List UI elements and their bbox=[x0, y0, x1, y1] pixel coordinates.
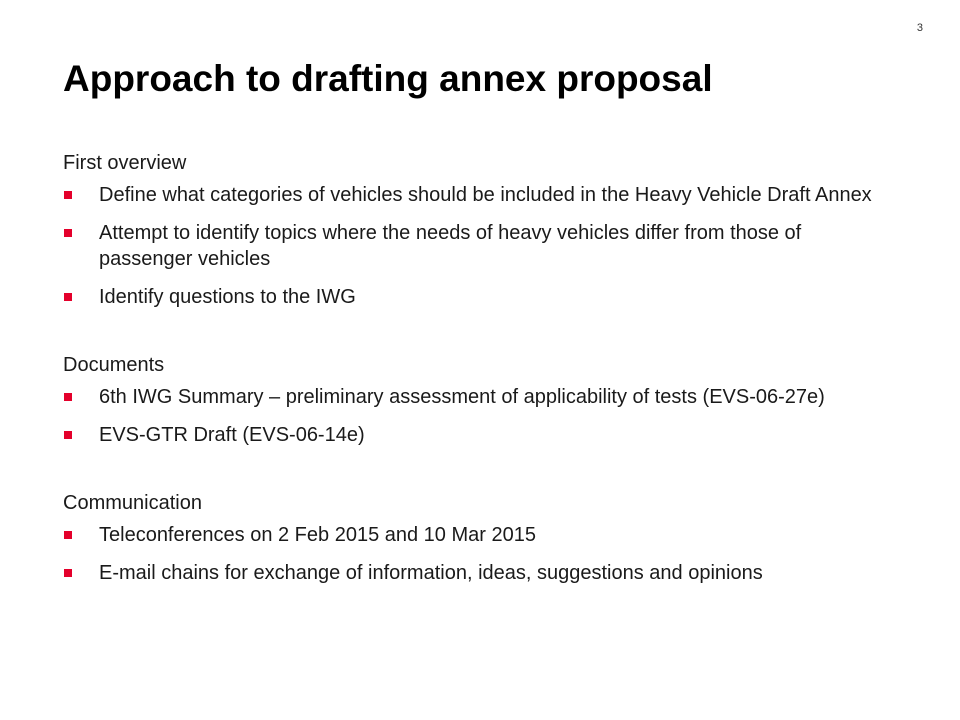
square-bullet-icon bbox=[64, 569, 72, 577]
square-bullet-icon bbox=[64, 531, 72, 539]
bullet-list bbox=[63, 182, 893, 310]
bullet-text: EVS-GTR Draft (EVS-06-14e) bbox=[99, 424, 365, 446]
section-heading: Documents bbox=[63, 354, 165, 376]
bullet-item bbox=[63, 422, 893, 448]
bullet-list bbox=[63, 384, 893, 448]
bullet-item bbox=[63, 560, 893, 586]
section-heading: Communication bbox=[63, 492, 202, 514]
page-number: 3 bbox=[916, 22, 923, 34]
section-communication bbox=[63, 490, 893, 586]
square-bullet-icon bbox=[64, 293, 72, 301]
bullet-item bbox=[63, 384, 893, 410]
bullet-text: Identify questions to the IWG bbox=[99, 286, 356, 308]
slide-content bbox=[63, 150, 893, 598]
square-bullet-icon bbox=[64, 229, 72, 237]
bullet-item bbox=[63, 182, 893, 208]
square-bullet-icon bbox=[64, 431, 72, 439]
bullet-item bbox=[63, 522, 893, 548]
bullet-list bbox=[63, 522, 893, 586]
bullet-text: 6th IWG Summary – preliminary assessment of applicability of tests (EVS-06-27e) bbox=[99, 386, 825, 408]
slide-title: Approach to drafting annex proposal bbox=[63, 58, 713, 99]
bullet-text: Teleconferences on 2 Feb 2015 and 10 Mar 2015 bbox=[99, 524, 536, 546]
bullet-text: E-mail chains for exchange of information, ideas, suggestions and opinions bbox=[99, 562, 763, 584]
bullet-text: Define what categories of vehicles should be included in the Heavy Vehicle Draft Annex bbox=[99, 184, 872, 206]
section-first-overview bbox=[63, 150, 893, 310]
bullet-item bbox=[63, 284, 893, 310]
section-heading: First overview bbox=[63, 152, 187, 174]
square-bullet-icon bbox=[64, 191, 72, 199]
bullet-text: Attempt to identify topics where the needs of heavy vehicles differ from those of passenger vehicles bbox=[99, 222, 802, 270]
section-documents bbox=[63, 352, 893, 448]
square-bullet-icon bbox=[64, 393, 72, 401]
bullet-item bbox=[63, 220, 893, 272]
